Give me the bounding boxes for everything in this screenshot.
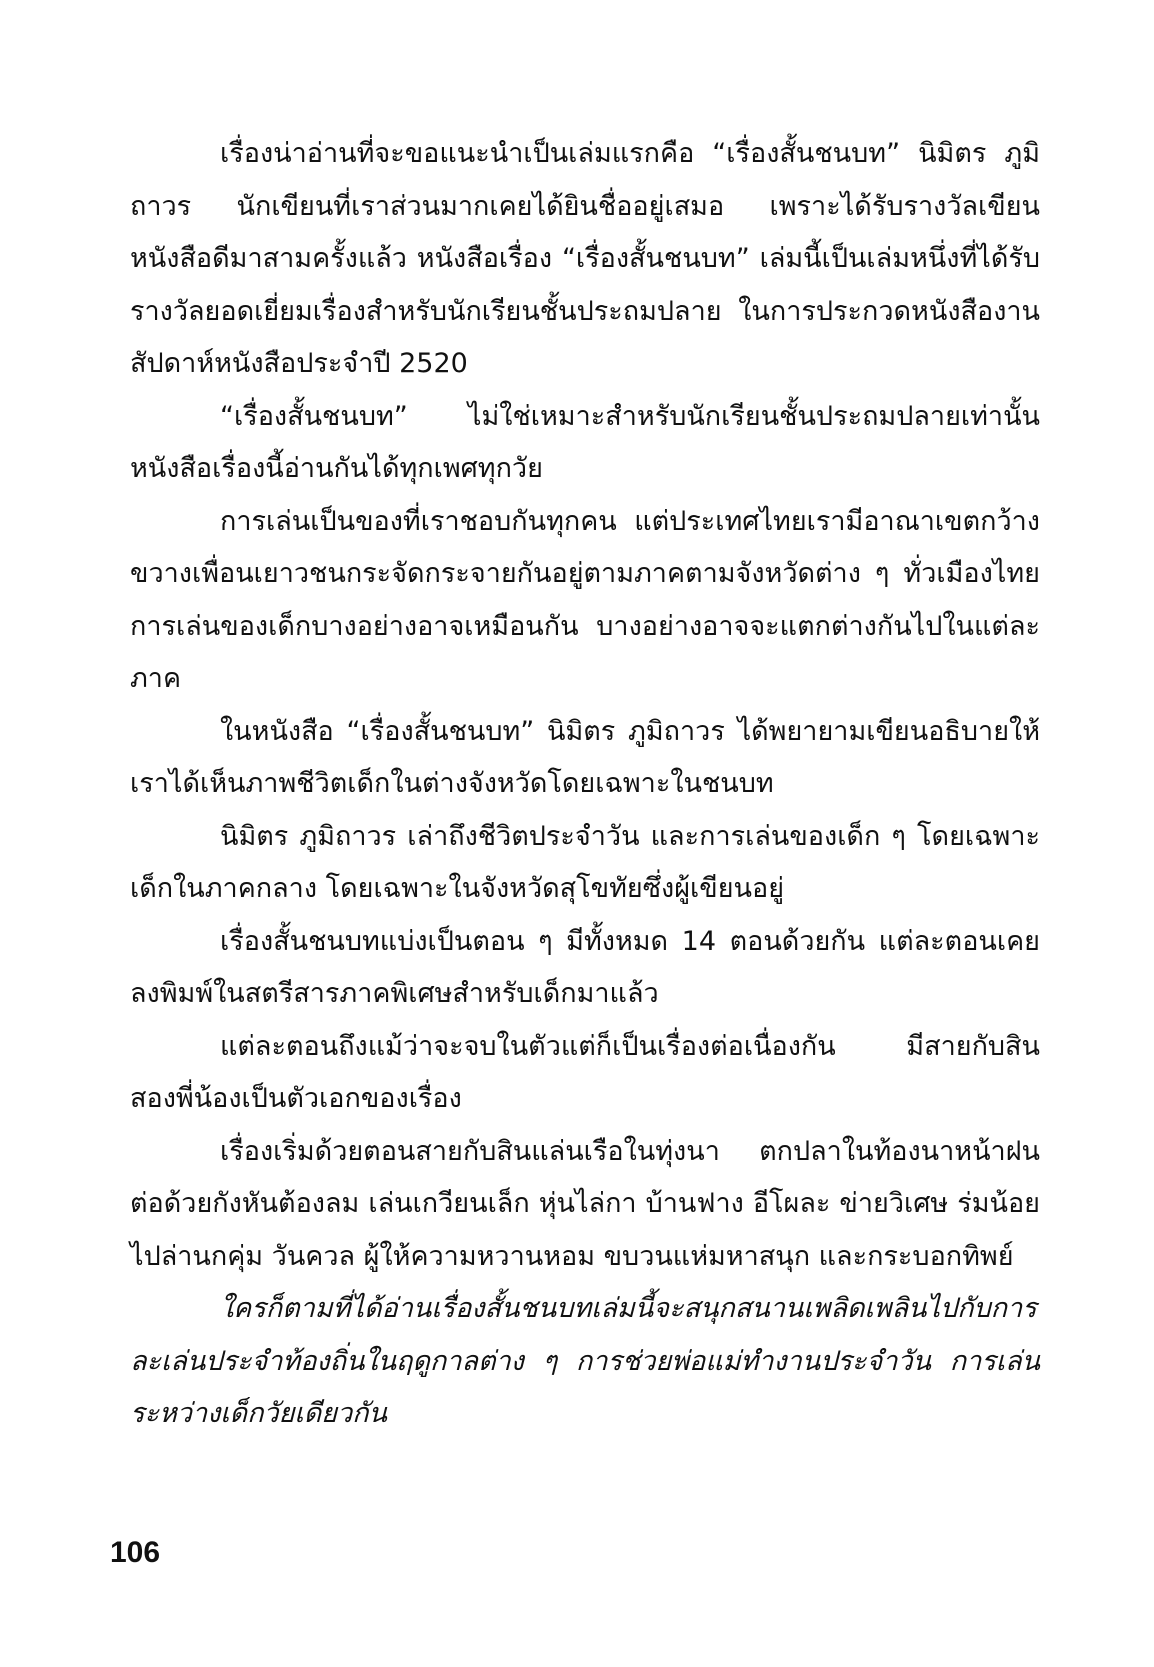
paragraph-play: การเล่นเป็นของที่เราชอบกันทุกคน แต่ประเทศไทยเรามีอาณาเขตกว้างขวางเพื่อนเยาวชนกระจัดกระจายกันอยู่ตามภาคตามจังหวัดต่าง ๆ ทั่วเมืองไทย การเล่นของเด็กบางอย่างอาจเหมือนกัน บางอย่างอาจจะแตกต่างกันไปในแต่ละภาค [130,505,1040,694]
body-text [130,128,1040,1441]
paragraph-characters: แต่ละตอนถึงแม้ว่าจะจบในตัวแต่ก็เป็นเรื่องต่อเนื่องกัน มีสายกับสิน สองพี่น้องเป็นตัวเอกของเรื่อง [130,1030,1040,1114]
paragraph-audience: “เรื่องสั้นชนบท” ไม่ใช่เหมาะสำหรับนักเรียนชั้นประถมปลายเท่านั้น หนังสือเรื่องนี้อ่านกันได้ทุกเพศทุกวัย [130,400,1040,484]
paragraph-daily-life: นิมิตร ภูมิถาวร เล่าถึงชีวิตประจำวัน และการเล่นของเด็ก ๆ โดยเฉพาะเด็กในภาคกลาง โดยเฉพาะในจังหวัดสุโขทัยซึ่งผู้เขียนอยู่ [130,820,1040,904]
paragraph-rural-life: ในหนังสือ “เรื่องสั้นชนบท” นิมิตร ภูมิถาวร ได้พยายามเขียนอธิบายให้เราได้เห็นภาพชีวิตเด็กในต่างจังหวัดโดยเฉพาะในชนบท [130,715,1040,799]
paragraph-intro: เรื่องน่าอ่านที่จะขอแนะนำเป็นเล่มแรกคือ “เรื่องสั้นชนบท” นิมิตร ภูมิถาวร นักเขียนที่เราส่วนมากเคยได้ยินชื่ออยู่เสมอ เพราะได้รับรางวัลเขียนหนังสือดีมาสามครั้งแล้ว หนังสือเรื่อง “เรื่องสั้นชนบท” เล่มนี้เป็นเล่มหนึ่งที่ได้รับรางวัลยอดเยี่ยมเรื่องสำหรับนักเรียนชั้นประถมปลาย ในการประกวดหนังสืองานสัปดาห์หนังสือประจำปี 2520 [130,138,1040,379]
paragraph-episodes: เรื่องสั้นชนบทแบ่งเป็นตอน ๆ มีทั้งหมด 14 ตอนด้วยกัน แต่ละตอนเคยลงพิมพ์ในสตรีสารภาคพิเศษสำหรับเด็กมาแล้ว [130,925,1040,1009]
page-number: 106 [110,1536,161,1569]
paragraph-story-list: เรื่องเริ่มด้วยตอนสายกับสินแล่นเรือในทุ่งนา ตกปลาในท้องนาหน้าฝน ต่อด้วยกังหันต้องลม เล่นเกวียนเล็ก หุ่นไล่กา บ้านฟาง อีโผละ ข่ายวิเศษ ร่มน้อย ไปล่านกคุ่ม วันควล ผู้ให้ความหวานหอม ขบวนแห่มหาสนุก และกระบอกทิพย์ [130,1135,1040,1272]
paragraph-closing: ใครก็ตามที่ได้อ่านเรื่องสั้นชนบทเล่มนี้จะสนุกสนานเพลิดเพลินไปกับการละเล่นประจำท้องถิ่นในฤดูกาลต่าง ๆ การช่วยพ่อแม่ทำงานประจำวัน การเล่นระหว่างเด็กวัยเดียวกัน [130,1293,1040,1429]
